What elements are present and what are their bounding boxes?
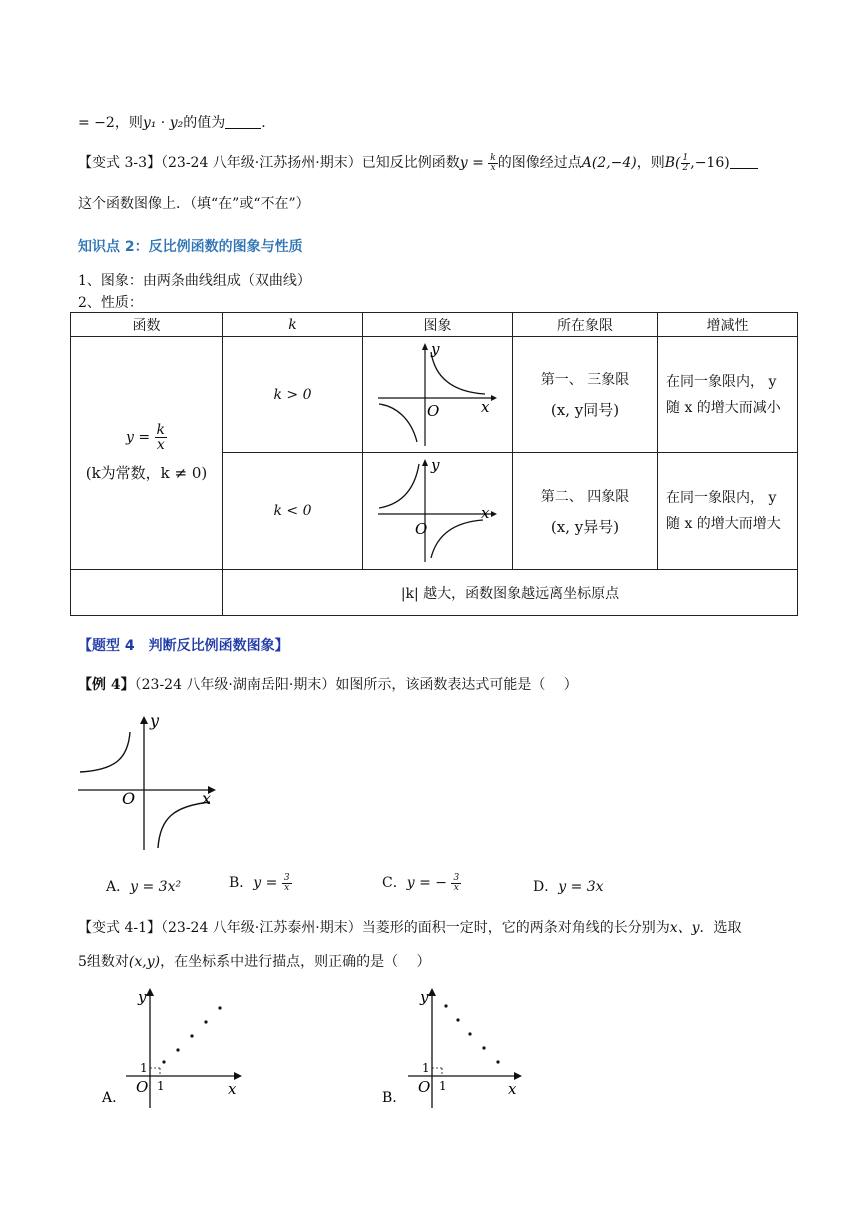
y-axis-arrow — [422, 343, 428, 350]
fraction-numerator: 3 — [453, 872, 460, 883]
fraction-denominator: x — [156, 437, 165, 453]
point-b-fraction — [681, 154, 691, 173]
variant-3-3-func-y: y = — [459, 155, 484, 171]
y-label: y — [420, 988, 429, 1006]
curve-quadrant-2 — [80, 732, 130, 772]
header-quadrant: 所在象限 — [513, 313, 658, 337]
variant-3-3-text2: 的图像经过点 — [497, 155, 582, 171]
option-b-label: B． — [229, 875, 254, 891]
point-a: A(2,−4) — [581, 155, 637, 171]
variant-4-1-line2 — [78, 951, 431, 971]
variant-4-1-line2-post: ，在坐标系中进行描点，则正确的是（ ） — [160, 954, 431, 970]
table-footer-row — [71, 570, 798, 616]
row1-condition: k > 0 — [223, 337, 363, 453]
x-label: x — [202, 789, 212, 808]
row1-trend-line1: 在同一象限内， y — [666, 373, 777, 390]
option-d-expr: y = 3x — [558, 879, 604, 895]
variant-3-3-fraction — [488, 154, 497, 173]
x-unit-label: 1 — [439, 1079, 447, 1093]
knowledge-item-1: 1、图象：由两条曲线组成（双曲线） — [78, 273, 311, 289]
option-a-label: A． — [106, 879, 131, 895]
y-unit-label: 1 — [422, 1061, 430, 1075]
y-label: y — [150, 712, 160, 730]
x-axis-arrow — [234, 1072, 242, 1080]
curve-quadrant-1 — [431, 352, 485, 394]
curve-quadrant-3 — [379, 404, 417, 442]
table-header-row — [71, 313, 798, 337]
option-c-fraction — [451, 874, 461, 893]
scatter-point — [482, 1046, 485, 1049]
point-b-pre: B( — [664, 155, 681, 171]
knowledge-heading: 知识点 2：反比例函数的图象与性质 — [78, 239, 303, 255]
y-unit-label: 1 — [140, 1061, 148, 1075]
scatter-point — [162, 1060, 165, 1063]
option-b-label: B. — [382, 1090, 397, 1106]
option-a[interactable] — [106, 876, 181, 896]
origin-label: O — [426, 401, 439, 420]
variant-3-3-line2: 这个函数图像上．（填“在”或“不在”） — [78, 196, 310, 212]
variant-4-1-tag: 【变式 4-1】 — [78, 920, 161, 936]
x-axis-arrow — [491, 511, 497, 517]
scatter-point — [218, 1006, 221, 1009]
table-footer: |k| 越大，函数图象越远离坐标原点 — [223, 570, 798, 616]
fraction-denominator: x — [490, 162, 496, 173]
option-d[interactable] — [533, 876, 604, 896]
scatter-point — [468, 1032, 471, 1035]
properties-table — [70, 312, 798, 616]
option-a-label: A. — [102, 1090, 117, 1106]
x-axis-arrow — [491, 395, 497, 401]
y-axis-arrow — [422, 459, 428, 466]
top-line-end: . — [261, 115, 266, 131]
header-graph: 图象 — [363, 313, 513, 337]
func-note: (k为常数，k ≠ 0) — [85, 464, 208, 482]
variant-3-3-line1 — [78, 152, 758, 173]
row2-quadrant-cell — [513, 453, 658, 570]
fraction-denominator: x — [453, 882, 459, 893]
row2-hyperbola-graph — [373, 454, 503, 564]
variant-3-3-text3: ，则 — [636, 155, 665, 171]
scatter-point — [444, 1004, 447, 1007]
header-monotonicity: 增减性 — [658, 313, 798, 337]
knowledge-item-2: 2、性质： — [78, 295, 143, 311]
fraction-numerator: 3 — [283, 872, 290, 883]
row2-graph-cell — [363, 453, 513, 570]
scatter-point — [176, 1048, 179, 1051]
answer-blank[interactable] — [225, 114, 261, 129]
row2-quadrant: 第二、 四象限 — [540, 488, 630, 505]
type-4-heading: 【题型 4 判断反比例函数图象】 — [78, 638, 289, 654]
curve-quadrant-4 — [431, 520, 483, 558]
option-a-expr: y = 3x² — [130, 879, 182, 895]
top-line-prefix: = −2，则 — [78, 115, 143, 131]
answer-blank[interactable] — [730, 154, 758, 169]
function-cell — [71, 337, 223, 570]
row1-quadrant-cell — [513, 337, 658, 453]
option-c-pre: y = − — [406, 875, 447, 891]
variant-4-1-line1 — [78, 917, 742, 937]
option-c-label: C． — [382, 875, 407, 891]
x-label: x — [480, 397, 489, 416]
scatter-point — [204, 1020, 207, 1023]
row2-trend-line1: 在同一象限内， y — [666, 490, 777, 506]
y-label: y — [138, 988, 147, 1006]
option-b-scatter-graph[interactable] — [380, 984, 540, 1114]
variant-4-1-text2: ．选取 — [699, 920, 742, 936]
row1-trend-line2: 随 x 的增大而减小 — [666, 399, 781, 416]
x-label: x — [508, 1080, 517, 1098]
option-d-label: D． — [533, 879, 559, 895]
row1-trend-cell — [658, 337, 798, 453]
variant-3-3-source: （23-24 八年级·江苏扬州·期末） — [161, 155, 362, 171]
variant-4-1-line2-pre: 5组数对 — [78, 954, 129, 970]
row2-sign: (x, y异号) — [550, 517, 620, 536]
row2-trend-line2: 随 x 的增大而增大 — [666, 516, 781, 532]
fraction-numerator: k — [156, 422, 166, 438]
x-label: x — [228, 1080, 237, 1098]
fraction-denominator: 2 — [682, 162, 689, 173]
top-line-suffix: 的值为 — [183, 115, 226, 131]
option-b-pre: y = — [253, 875, 278, 891]
y-label: y — [430, 339, 439, 358]
option-b-fraction — [282, 874, 292, 893]
scatter-point — [190, 1034, 193, 1037]
x-label: x — [480, 504, 489, 522]
row1-graph-cell — [363, 337, 513, 453]
fraction-numerator: k — [490, 152, 496, 163]
scatter-point — [496, 1060, 499, 1063]
option-a-scatter-graph[interactable] — [100, 984, 260, 1114]
variant-4-1-vars: x、y — [669, 920, 700, 936]
origin-label: O — [418, 1078, 431, 1096]
option-b[interactable] — [229, 872, 292, 893]
fraction-numerator: 1 — [682, 152, 689, 163]
origin-label: O — [414, 520, 427, 538]
top-line — [78, 112, 266, 132]
origin-label: O — [122, 789, 136, 808]
row2-condition: k < 0 — [223, 453, 363, 570]
func-fraction — [155, 423, 167, 452]
example-4-graph — [76, 712, 226, 852]
y-axis-arrow — [428, 988, 436, 996]
function-expression — [71, 423, 222, 452]
table-row — [71, 337, 798, 453]
variant-3-3-tag: 【变式 3-3】 — [78, 155, 161, 171]
footer-empty-cell — [71, 570, 223, 616]
header-function: 函数 — [71, 313, 223, 337]
example-4-source: （23-24 八年级·湖南岳阳·期末） — [134, 677, 336, 693]
example-4-line — [78, 674, 578, 694]
example-4-tag: 【例 4】 — [78, 677, 135, 693]
x-axis-arrow — [514, 1072, 522, 1080]
y-axis-arrow — [140, 716, 148, 724]
example-4-text: 如图所示，该函数表达式可能是（ ） — [335, 677, 578, 693]
y-label: y — [430, 456, 439, 474]
header-k: k — [223, 313, 363, 337]
top-line-expr: y₁ · y₂ — [142, 115, 184, 131]
row1-quadrant: 第一、 三象限 — [540, 372, 630, 388]
row1-hyperbola-graph — [373, 338, 503, 448]
variant-4-1-pair: (x,y) — [128, 954, 161, 970]
variant-4-1-text1: 当菱形的面积一定时，它的两条对角线的长分别为 — [361, 920, 670, 936]
point-b-post: ,−16) — [690, 155, 730, 171]
origin-label: O — [136, 1078, 149, 1096]
curve-quadrant-2 — [379, 464, 419, 508]
variant-4-1-source: （23-24 八年级·江苏泰州·期末） — [161, 920, 362, 936]
row1-sign: (x, y同号) — [550, 401, 620, 419]
option-c[interactable] — [382, 872, 461, 893]
x-unit-label: 1 — [157, 1079, 165, 1093]
curve-quadrant-4 — [158, 802, 210, 848]
row2-trend-cell — [658, 453, 798, 570]
fraction-denominator: x — [284, 882, 290, 893]
variant-3-3-text1: 已知反比例函数 — [361, 155, 460, 171]
y-axis-arrow — [146, 988, 154, 996]
scatter-point — [456, 1018, 459, 1021]
func-y: y = — [125, 429, 151, 446]
